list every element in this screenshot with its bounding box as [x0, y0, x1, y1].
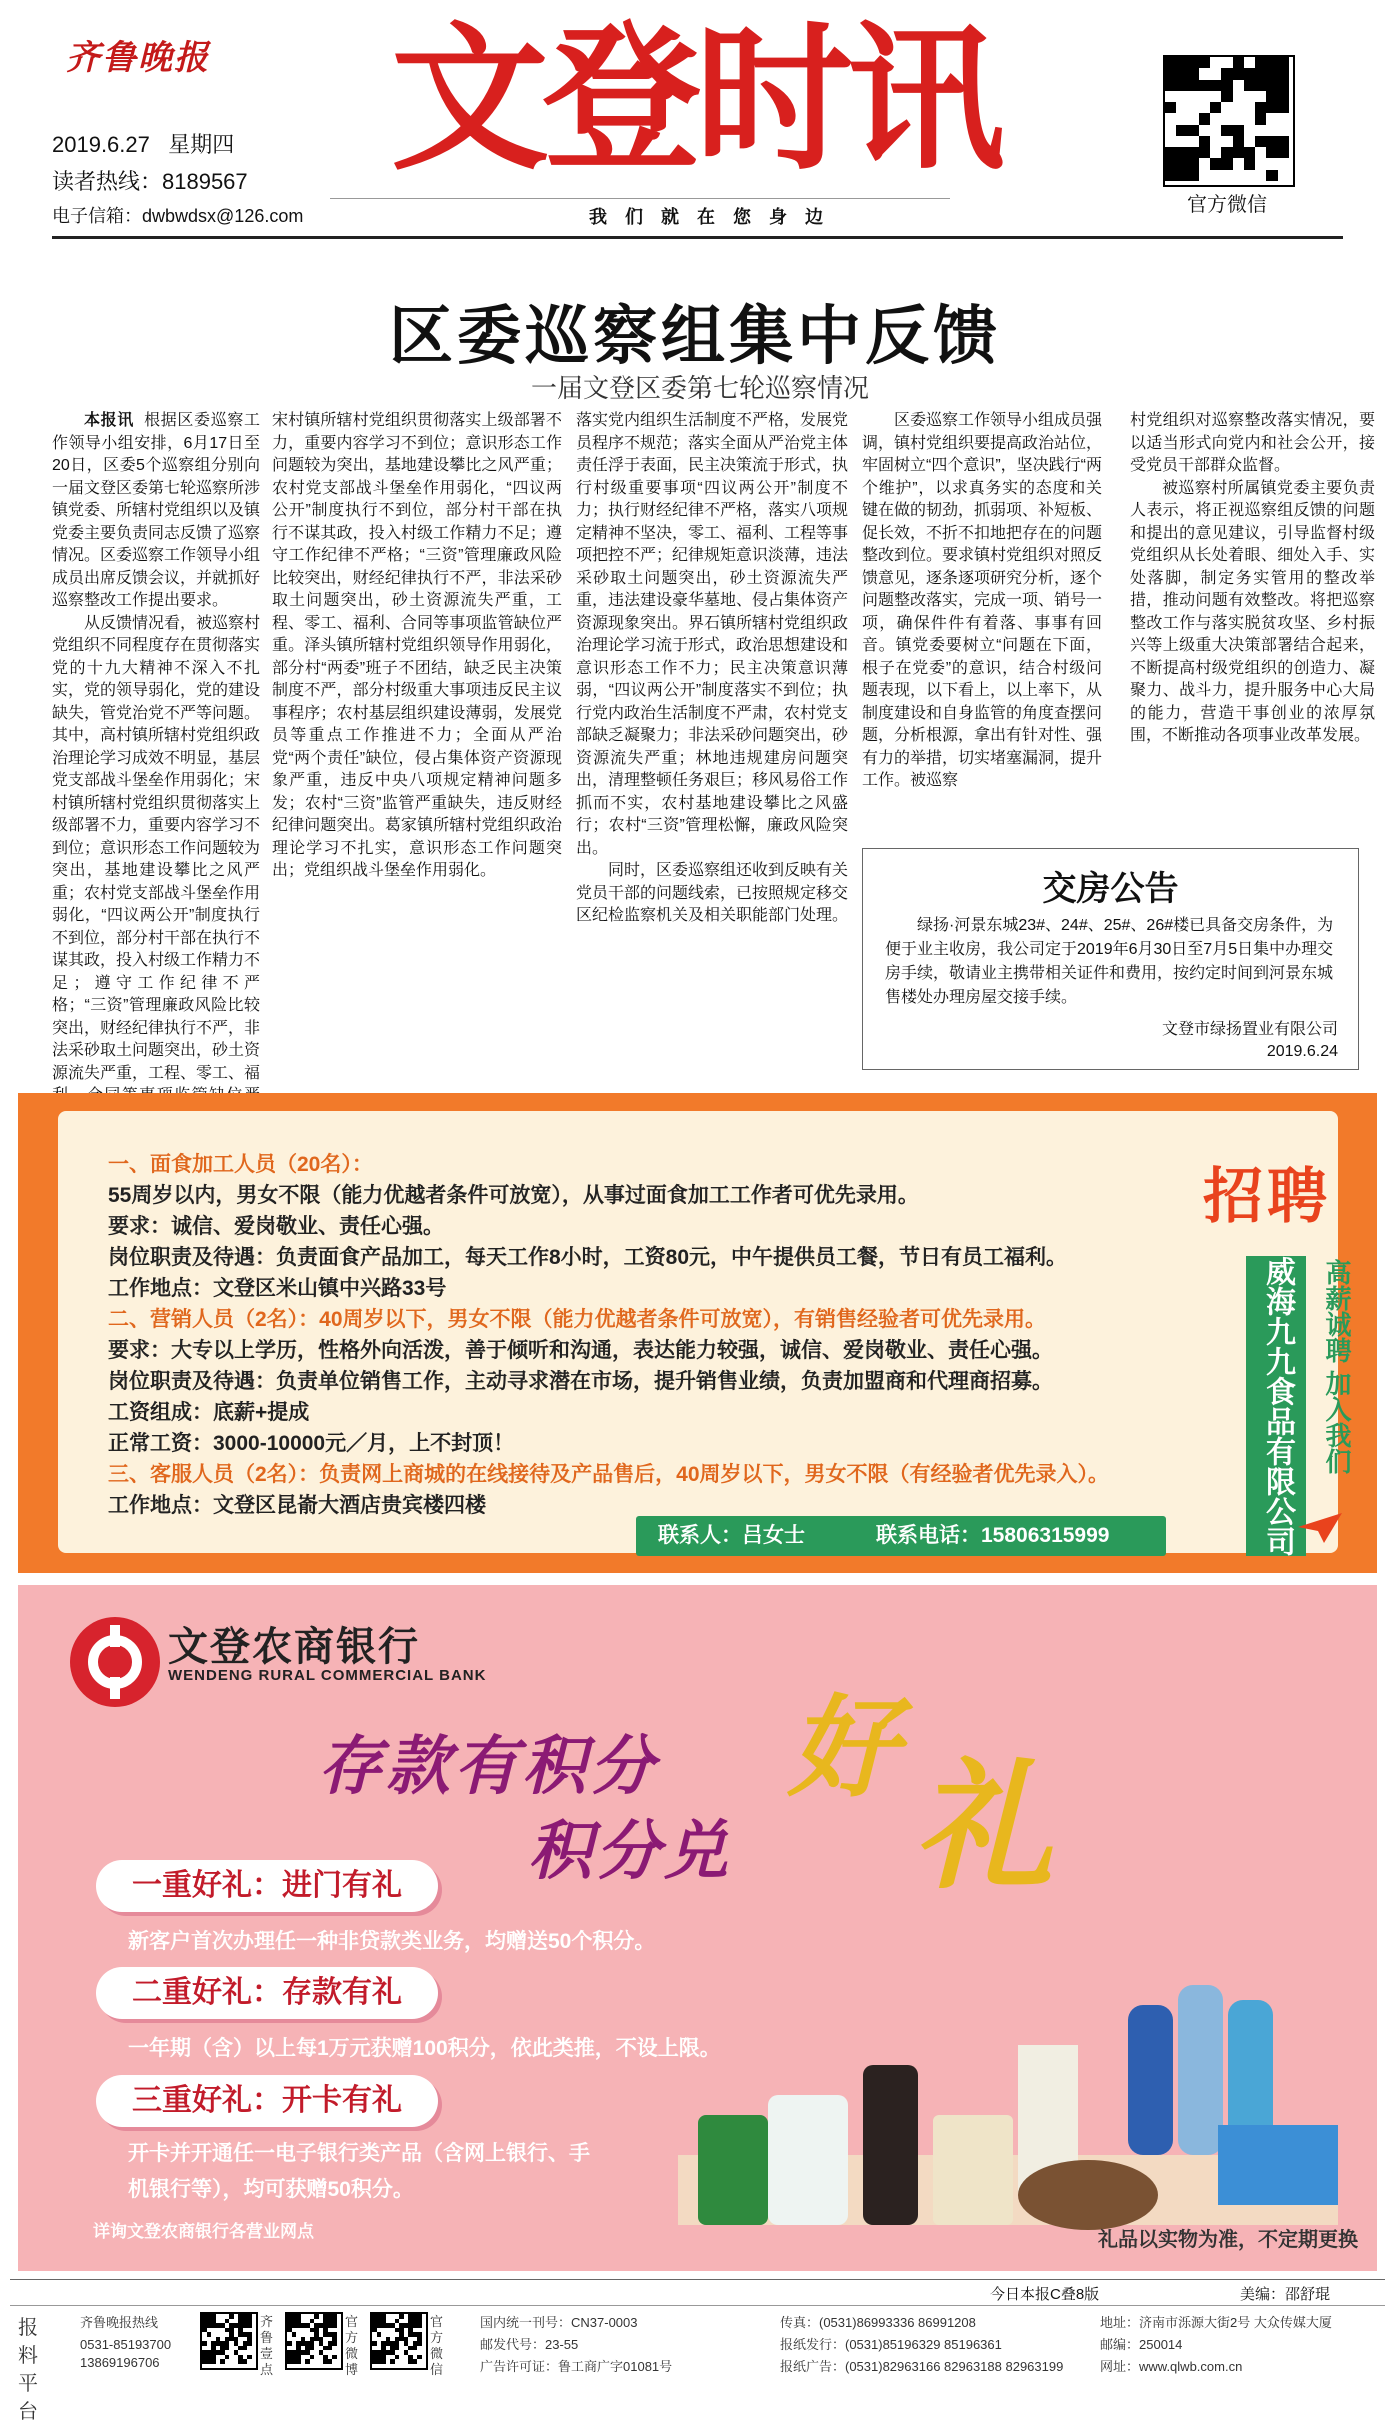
masthead-rule	[52, 236, 1343, 239]
notice-title: 交房公告	[1042, 869, 1179, 909]
bank-footer: 详询文登农商银行各营业网点	[93, 2222, 314, 2241]
recruit-line: 工作地点：文登区昆嵛大酒店贵宾楼四楼	[108, 1494, 486, 1517]
notice-signature	[1162, 1019, 1338, 1063]
newspaper-title: 文登时讯	[391, 8, 999, 192]
recruitment-title: 招聘	[1203, 1163, 1331, 1230]
edition-label: 今日本报C叠8版	[990, 2286, 1100, 2303]
issn: 国内统一刊号：CN37-0003	[480, 2315, 638, 2330]
website: 网址：www.qlwb.com.cn	[1100, 2359, 1243, 2374]
wechat-qr-label: 官方微信	[1187, 194, 1267, 216]
bank-slogan-1: 存款有积分	[318, 1730, 658, 1802]
app-label: 齐鲁壹点	[260, 2314, 274, 2377]
notice-body: 绿扬·河景东城23#、24#、25#、26#楼已具备交房条件，为便于业主收房，我公司定于2019年6月30日至7月5日集中办理交房手续，敬请业主携带相关证件和费用，按约定时间到河景东城售楼处办理房屋交接手续。	[885, 917, 1334, 1006]
article-column-5	[1130, 410, 1375, 748]
recruitment-text	[108, 1149, 1268, 1521]
paragraph: 同时，区委巡察组还收到反映有关党员干部的问题线索，已按照规定移交区纪检监察机关及相关职能部门处理。	[576, 862, 849, 924]
recruitment-panel	[58, 1111, 1352, 1556]
weibo-label: 官方微博	[345, 2314, 359, 2377]
lead-label: 本报讯	[84, 412, 134, 429]
page-footer	[10, 2305, 1385, 2423]
partner-logo: 齐鲁晚报	[66, 40, 210, 77]
recruit-line: 二、营销人员（2名）：40周岁以下，男女不限（能力优越者条件可放宽），有销售经验者可优先录用。	[108, 1308, 1047, 1331]
article-subhead: 一届文登区委第七轮巡察情况	[530, 373, 869, 403]
notice-company: 文登市绿扬置业有限公司	[1161, 1021, 1338, 1038]
gift2-title: 二重好礼：存款有礼	[96, 1967, 438, 2019]
issue-date: 2019.6.27 星期四	[52, 132, 235, 157]
bank-ad	[18, 1585, 1377, 2271]
newspaper-slogan: 我们就在您身边	[589, 207, 841, 227]
weixin-qr-code[interactable]	[370, 2312, 428, 2370]
distribution: 报纸发行：(0531)85196329 85196361	[780, 2337, 1002, 2352]
bank-name: 文登农商银行	[168, 1625, 420, 1669]
bank-slogan-2: 积分兑	[528, 1815, 732, 1887]
paragraph: 被巡察村所属镇党委主要负责人表示，将正视巡察组反馈的问题和提出的意见建议，引导监督村级党组织从长处着眼、细处入手、实处落脚，制定务实管用的整改举措，推动问题有效整改。将把巡察整改工作与落实脱贫攻坚、乡村振兴等上级重大决策部署结合起来，不断提高村级党组织的创造力、凝聚力、战斗力，提升服务中心大局的能力，营造干事创业的浓厚氛围，不断推动各项事业改革发展。	[1130, 479, 1375, 744]
contact-phone: 联系电话：15806315999	[876, 1524, 1110, 1547]
recruitment-contact	[636, 1516, 1166, 1556]
email: 电子信箱：dwbwdsx@126.com	[52, 206, 304, 226]
app-qr-code[interactable]	[200, 2312, 258, 2370]
article-column-1	[52, 410, 260, 1130]
contact-person: 联系人：吕女士	[658, 1524, 805, 1547]
notice-date: 2019.6.24	[1266, 1043, 1338, 1060]
zip: 邮编：250014	[1100, 2337, 1183, 2352]
bank-name-en: WENDENG RURAL COMMERCIAL BANK	[168, 1667, 487, 1684]
gift-products-illustration	[658, 1945, 1358, 2245]
recruit-line: 要求：大专以上学历，性格外向活泼，善于倾听和沟通，表达能力较强，诚信、爱岗敬业、责任心强。	[108, 1339, 1053, 1362]
recruit-line: 工作地点：文登区米山镇中兴路33号	[108, 1277, 447, 1300]
housing-notice	[862, 848, 1359, 1070]
ad-permit: 广告许可证：鲁工商广字01081号	[480, 2359, 673, 2374]
platform-label: 报料平台	[18, 2317, 38, 2423]
paragraph: 从反馈情况看，被巡察村党组织不同程度存在贯彻落实党的十九大精神不深入不扎实，党的领导弱化，党的建设缺失，管党治党不严等问题。其中，高村镇所辖村党组织政治理论学习成效不明显，基层党支部战斗堡垒作用弱化；宋村镇所辖村党组织贯彻落实上级部署不力，重要内容学习不到位；意识形态工作问题较为突出，基地建设攀比之风严重；农村党支部战斗堡垒作用弱化，“四议两公开”制度执行不到位，部分村干部在执行不谋其政，投入村级工作精力不足；遵守工作纪律不严格；“三资”管理廉政风险比较突出，财经纪律执行不严，非法采砂取土问题突出，砂土资源流失严重，工程、零工、福	[52, 614, 261, 1082]
paragraph: 区委巡察工作领导小组成员强调，镇村党组织要提高政治站位，牢固树立“四个意识”，坚决践行“两个维护”，以求真务实的态度和关键在做的韧劲，抓弱项、补短板、促长效，不折不扣地把存在的问题整改到位。要求镇村党组织对照反馈意见，逐条逐项研究分析，逐个问题整改落实，完成一项、销号一项，确保件件有着落、事事有回音。镇党委要树立“问题在下面，根子在党委”的意识，结合村级问题表现，以下看上，以上率下，从制度建设和自身监管的角度查摆问题，分析根源，拿出有针对性、强有力的举措，切实堵塞漏洞，提升工作。被巡察	[862, 412, 1103, 789]
recruit-line: 55周岁以内，男女不限（能力优越者条件可放宽），从事过面食加工工作者可优先录用。	[108, 1184, 919, 1207]
paragraph: 落实党内组织生活制度不严格，发展党员程序不规范；落实全面从严治党主体责任浮于表面，民主决策流于形式，执行村级重要事项“四议两公开”制度不力；执行财经纪律不严格，落实八项规定精神不坚决，零工、福利、工程等事项把控不严；纪律规矩意识淡薄，违法采砂取土问题突出，砂土资源流失严重，违法建设豪华墓地、侵占集体资产资源现象突出。界石镇所辖村党组织政治理论学习流于形式，政治思想建设和意识形态工作不力；民主决策意识薄弱，“四议两公开”制度落实不到位；执行党内政治生活制度不严肃，农村党支部缺乏凝聚力；非法采砂问题突出，砂资源流失严重；林地违规建房问题突出，清理整顿任务艰巨；移风易俗工作抓而不实，农村基地建设攀比之风盛行；农村“三资”管理松懈，廉政风险突出。	[576, 412, 849, 857]
weixin-label: 官方微信	[430, 2314, 444, 2377]
article-column-2	[272, 410, 562, 883]
advertising: 报纸广告：(0531)82963166 82963188 82963199	[780, 2359, 1064, 2374]
bank-big-char-2: 礼	[913, 1745, 1054, 1909]
paragraph: 宋村镇所辖村党组织贯彻落实上级部署不力，重要内容学习不到位；意识形态工作问题较为突出，基地建设攀比之风严重；农村党支部战斗堡垒作用弱化，“四议两公开”制度执行不到位，部分村干部在执行不谋其政，投入村级工作精力不足；遵守工作纪律不严格；“三资”管理廉政风险比较突出，财经纪律执行不严，非法采砂取土问题突出，砂土资源流失严重，工程、零工、福利、合同等事项监管缺位严重。泽头镇所辖村党组织领导作用弱化，部分村“两委”班子不团结，缺乏民主决策制度不严，部分村级重大事项违反民主议事程序；农村基层组织建设薄弱，发展党员等重点工作推进不力；全面从严治党“两个责任”缺位，侵占集体资产资源现象严重，违反中央八项规定精神问题多发；农村“三资”监管严重缺失，违反财经纪律问题突出。葛家镇所辖村党组织政治理论学习不扎实，意识形态工作问题突出；党组织战斗堡垒作用弱化。	[272, 412, 562, 879]
article-headline: 区委巡察组集中反馈	[389, 299, 1001, 374]
recruitment-company: 威海九九食品有限公司	[1246, 1256, 1306, 1556]
gift2-text: 一年期（含）以上每1万元获赠100积分，依此类推，不设上限。	[128, 2037, 721, 2060]
recruit-line: 正常工资：3000-10000元／月，上不封顶！	[108, 1432, 515, 1455]
postal-code: 邮发代号：23-55	[480, 2337, 579, 2352]
paragraph: 村党组织对巡察整改落实情况，要以适当形式向党内和社会公开，接受党员干部群众监督。	[1130, 412, 1375, 474]
recruit-line: 岗位职责及待遇：负责单位销售工作，主动寻求潜在市场，提升销售业绩，负责加盟商和代理商招募。	[108, 1370, 1053, 1393]
fax: 传真：(0531)86993336 86991208	[780, 2315, 976, 2330]
hotline-numbers: 0531-85193700 13869196706	[80, 2337, 172, 2370]
paper-plane-icon	[1298, 1513, 1342, 1543]
paragraph: 本报讯 根据区委巡察工作领导小组安排，6月17日至20日，区委5个巡察组分别向一届文登区委第七轮巡察所涉镇党委、所辖村党组织以及镇党委主要负责同志反馈了巡察情况。区委巡察工作领导小组成员出席反馈会议，并就抓好巡察整改工作提出要求。	[52, 412, 261, 609]
recruitment-ad	[18, 1093, 1377, 1573]
gift3-title: 三重好礼：开卡有礼	[96, 2075, 438, 2127]
hotline-label: 齐鲁晚报热线	[80, 2315, 159, 2330]
wechat-qr-code[interactable]	[1163, 55, 1295, 187]
weibo-qr-code[interactable]	[285, 2312, 343, 2370]
bank-logo-icon	[70, 1617, 160, 1707]
bank-big-char-1: 好	[788, 1683, 898, 1812]
address: 地址：济南市泺源大街2号 大众传媒大厦	[1100, 2315, 1332, 2330]
recruit-line: 工资组成：底薪+提成	[108, 1401, 310, 1424]
recruitment-slogan: 高薪诚聘 加入我们	[1322, 1259, 1352, 1475]
gift1-text: 新客户首次办理任一种非贷款类业务，均赠送50个积分。	[128, 1930, 656, 1953]
gift1-title: 一重好礼：进门有礼	[96, 1860, 438, 1912]
editor-label: 美编：邵舒琨	[1240, 2286, 1331, 2303]
recruit-line: 一、面食加工人员（20名）：	[108, 1153, 373, 1176]
footer-rule	[10, 2279, 1385, 2280]
recruit-line: 要求：诚信、爱岗敬业、责任心强。	[108, 1215, 444, 1238]
recruit-line: 岗位职责及待遇：负责面食产品加工，每天工作8小时，工资80元，中午提供员工餐，节日有员工福利。	[108, 1246, 1068, 1269]
article-column-4	[862, 410, 1102, 793]
recruit-line: 三、客服人员（2名）：负责网上商城的在线接待及产品售后，40周岁以下，男女不限（有经验者优先录入）。	[108, 1463, 1110, 1486]
bank-note: 礼品以实物为准，不定期更换	[1098, 2229, 1358, 2251]
reader-hotline: 读者热线：8189567	[52, 169, 248, 194]
gift3-text-2: 机银行等），均可获赠50积分。	[128, 2178, 414, 2201]
slogan-divider	[330, 198, 950, 199]
article-column-3	[576, 410, 848, 928]
gift3-text-1: 开卡并开通任一电子银行类产品（含网上银行、手	[128, 2142, 590, 2165]
